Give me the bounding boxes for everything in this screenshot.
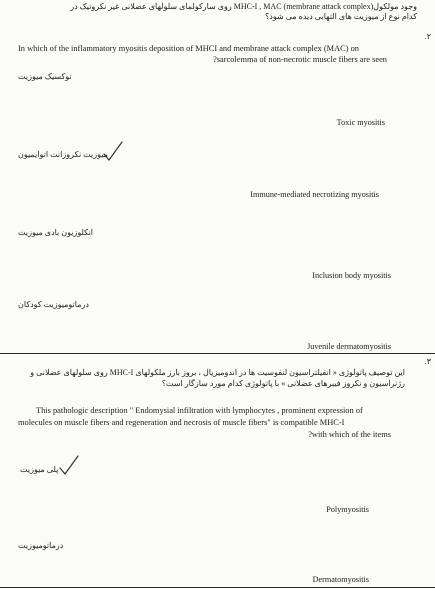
q2-english-line-3: ?with which of the items	[308, 430, 391, 439]
q1-english-line-1: In which of the inflammatory myositis deposition of MHCI and membrane attack complex (MAC) on	[18, 44, 359, 53]
checkmark-icon	[58, 454, 80, 476]
q1-option-1-fa[interactable]: توکسیک میوزیت	[18, 72, 72, 81]
q1-option-1-en[interactable]: Toxic myositis	[336, 118, 385, 127]
q2-option-2-en[interactable]: Dermatomyositis	[312, 575, 369, 584]
q1-option-2-en[interactable]: Immune-mediated necrotizing myositis	[250, 190, 379, 199]
q1-number: .۲	[424, 32, 431, 41]
q2-option-2-fa[interactable]: درماتومیوزیت	[18, 541, 64, 550]
q2-number: .۳	[424, 357, 431, 366]
q1-english-line-2: ?sarcolemma of non-necrotic muscle fibers are seen	[213, 55, 387, 64]
q1-persian-line-1: وجود مولکول(membrane attack complex) MHC-I , MAC روی سارکولمای سلولهای عضلانی غیر نکروتیک در	[70, 2, 417, 11]
q2-english-line-1: This pathologic description " Endomysial infiltration with lymphocytes , prominent expression of	[36, 406, 363, 415]
q1-persian-line-2: کدام نوع از میوزیت های التهابی دیده می شود؟	[265, 12, 417, 21]
q2-persian-line-2: رژنراسیون و نکروز فیبرهای عضلانی » با پاتولوژی کدام مورد سازگار است؟	[161, 379, 405, 388]
q2-persian-line-1: این توصیف پاتولوژی « انفیلتراسیون لنفوسیت ها در اندومیزیال ، بروز بارز ملکولهای MHC-I روی سلولهای عضلانی و	[30, 368, 405, 377]
q1-option-3-en[interactable]: Inclusion body myositis	[312, 271, 391, 280]
question-divider	[0, 353, 435, 354]
q1-option-2-fa[interactable]: میوزیت نکروزانت اتوایمیون	[18, 150, 108, 159]
q1-option-4-fa[interactable]: درماتومیوزیت کودکان	[18, 300, 89, 309]
q1-option-4-en[interactable]: Juvenile dermatomyositis	[307, 342, 391, 351]
bottom-rule	[0, 587, 435, 588]
q2-option-1-en[interactable]: Polymyositis	[326, 505, 369, 514]
checkmark-icon	[102, 140, 124, 162]
q2-english-line-2: molecules on muscle fibers and regeneration and necrosis of muscle fibers" is compatible MHC-I	[18, 418, 345, 427]
q1-option-3-fa[interactable]: انکلوزیون بادی میوزیت	[18, 228, 94, 237]
q2-option-1-fa[interactable]: پلی میوزیت	[20, 465, 59, 474]
